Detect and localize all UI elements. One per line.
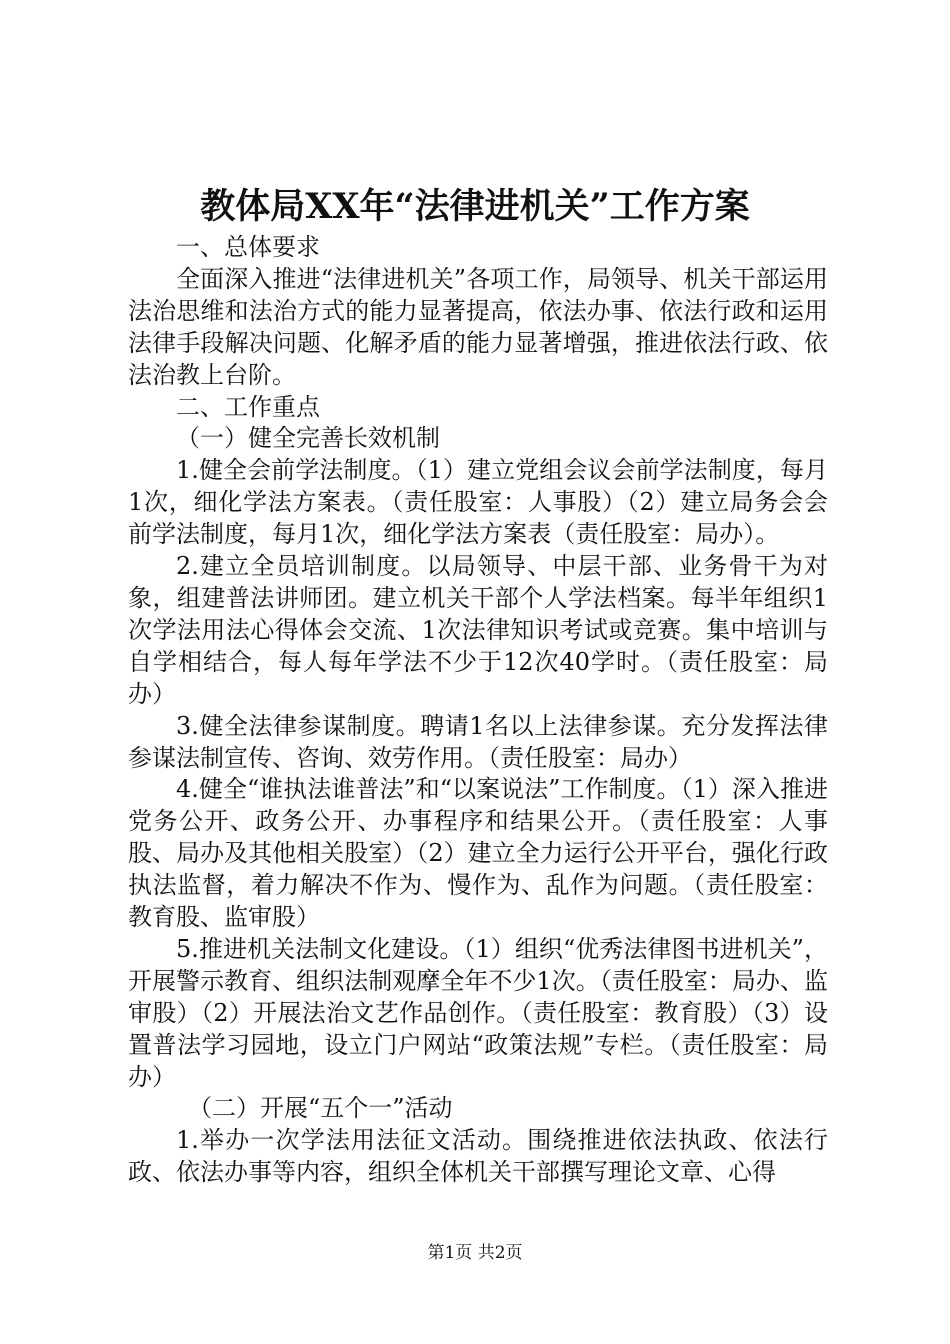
subsection-heading-mechanism: （一）健全完善长效机制 [176,424,440,453]
paragraph-activity-1: 1.举办一次学法用法征文活动。围绕推进依法执政、依法行政、依法办事等内容，组织全体机关干部撰写理论文章、心得 [128,1126,828,1187]
document-body [128,232,828,1189]
page-footer: 第1页 共2页 [427,1243,523,1263]
paragraph-overall-requirements: 全面深入推进“法律进机关”各项工作，局领导、机关干部运用法治思维和法治方式的能力显著提高，依法办事、依法行政和运用法律手段解决问题、化解矛盾的能力显著增强，推进依法行政、依法治教上台阶。 [128,264,828,389]
paragraph-item-5: 5.推进机关法制文化建设。（1）组织“优秀法律图书进机关”，开展警示教育、组织法制观摩全年不少1次。（责任股室：局办、监审股）（2）开展法治文艺作品创作。（责任股室：教育股）（3）设置普法学习园地，设立门户网站“政策法规”专栏。（责任股室：局办） [128,934,828,1091]
section-heading-work-focus: 二、工作重点 [176,392,320,421]
section-heading-overall-requirements: 一、总体要求 [176,233,320,261]
paragraph-item-3: 3.健全法律参谋制度。聘请1名以上法律参谋。充分发挥法律参谋法制宣传、咨询、效劳作用。（责任股室：局办） [128,711,828,772]
document-title: 教体局XX年“法律进机关”工作方案 [200,186,750,227]
paragraph-item-2: 2.建立全员培训制度。以局领导、中层干部、业务骨干为对象，组建普法讲师团。建立机关干部个人学法档案。每半年组织1次学法用法心得体会交流、1次法律知识考试或竞赛。集中培训与自学相结合，每人每年学法不少于12次40学时。（责任股室：局办） [128,552,828,708]
paragraph-item-1: 1.健全会前学法制度。（1）建立党组会议会前学法制度，每月1次，细化学法方案表。（责任股室：人事股）（2）建立局务会会前学法制度，每月1次，细化学法方案表（责任股室：局办）。 [128,456,828,549]
paragraph-item-4: 4.健全“谁执法谁普法”和“以案说法”工作制度。（1）深入推进党务公开、政务公开、办事程序和结果公开。（责任股室：人事股、局办及其他相关股室）（2）建立全力运行公开平台，强化行政执法监督，着力解决不作为、慢作为、乱作为问题。（责任股室：教育股、监审股） [128,775,828,932]
subsection-heading-activities: （二）开展“五个一”活动 [188,1094,453,1123]
